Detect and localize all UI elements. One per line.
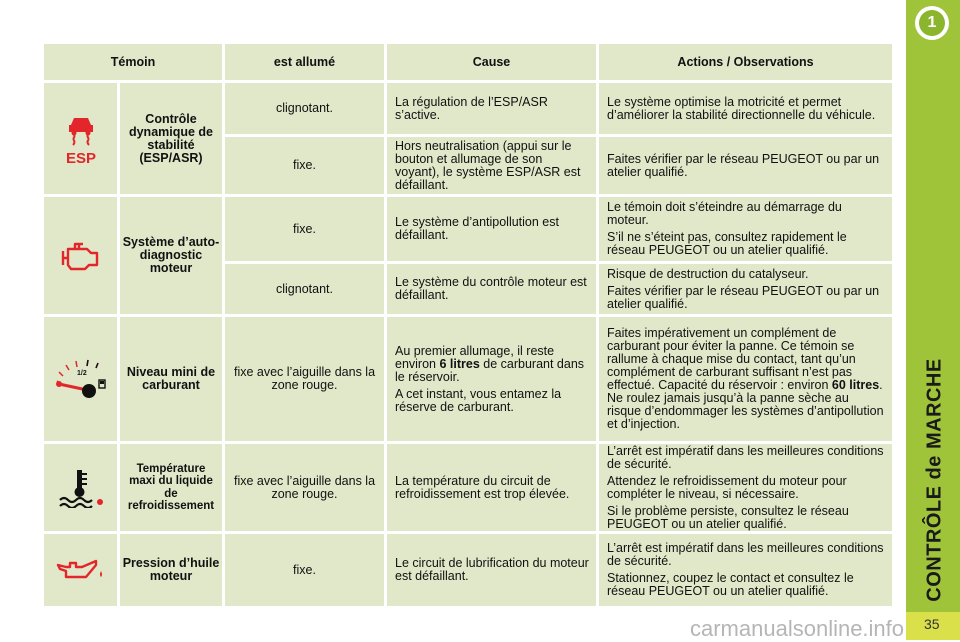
- esp-state-1: clignotant.: [225, 83, 384, 134]
- fuel-cause: [387, 317, 596, 441]
- temp-action-p3: Si le problème persiste, consultez le réseau PEUGEOT ou un atelier qualifié.: [607, 503, 849, 531]
- fuel-icon-cell: [44, 317, 117, 441]
- oil-cause-text: Le circuit de lubrification du moteur est défaillant.: [395, 556, 589, 583]
- engine-action-2-p1: Risque de destruction du catalyseur.: [607, 266, 809, 281]
- fuel-state: fixe avec l’aiguille dans la zone rouge.: [225, 317, 384, 441]
- temp-state: fixe avec l’aiguille dans la zone rouge.: [225, 444, 384, 531]
- fuel-action-text: [607, 327, 886, 431]
- esp-cause-2: [387, 137, 596, 194]
- engine-cause-2: [387, 264, 596, 314]
- engine-action-1: [599, 197, 892, 261]
- page-number: 35: [924, 616, 940, 632]
- engine-cause-1-text: Le système d’antipollution est défaillant.: [395, 215, 559, 242]
- esp-name: Contrôle dynamique de stabilité (ESP/ASR): [120, 83, 222, 194]
- esp-cause-2-text: Hors neutralisation (appui sur le bouton et allumage de son voyant), le système ESP/ASR est défaillant.: [395, 138, 581, 192]
- esp-state-2: fixe.: [225, 137, 384, 194]
- header-temoin: Témoin: [44, 44, 222, 80]
- coolant-temperature-icon: [56, 468, 106, 508]
- fuel-gauge-icon: [53, 354, 109, 404]
- engine-name: Système d’auto-diagnostic moteur: [120, 197, 222, 314]
- oil-state: fixe.: [225, 534, 384, 606]
- engine-action-1-p1: Le témoin doit s’éteindre au démarrage du moteur.: [607, 200, 842, 227]
- fuel-action: [599, 317, 892, 441]
- fuel-name: Niveau mini de carburant: [120, 317, 222, 441]
- fuel-cause-text-a: Au premier allumage, il reste environ: [395, 343, 555, 371]
- fuel-cause-liters: 6 litres: [439, 356, 480, 371]
- engine-action-1-p2: S’il ne s’éteint pas, consultez rapidement le réseau PEUGEOT ou un atelier qualifié.: [607, 230, 847, 257]
- esp-icon-text: ESP: [65, 149, 96, 167]
- oil-action: [599, 534, 892, 606]
- engine-action-2: [599, 264, 892, 314]
- engine-cause-1: [387, 197, 596, 261]
- engine-check-icon: [59, 239, 103, 273]
- engine-state-2: clignotant.: [225, 264, 384, 314]
- oil-cause: [387, 534, 596, 606]
- fuel-action-text-c: . Ne roulez jamais jusqu’à la panne sèche au risque d’endommager les systèmes d’antipollution et d’injection.: [607, 378, 884, 431]
- engine-cause-2-text: Le système du contrôle moteur est défaillant.: [395, 275, 587, 302]
- chapter-title: CONTRÔLE de MARCHE: [923, 358, 946, 602]
- esp-action-2: [599, 137, 892, 194]
- header-actions: Actions / Observations: [599, 44, 892, 80]
- esp-cause-1-text: La régulation de l’ESP/ASR s’active.: [395, 94, 548, 122]
- header-cause: Cause: [387, 44, 596, 80]
- esp-action-1-text: Le système optimise la motricité et permet d’améliorer la stabilité directionnelle du véhicule.: [607, 94, 876, 122]
- fuel-action-text-a: Faites impérativement un complément de carburant pour éviter la panne. Ce témoin se rallume à chaque mise du contact, tant qu’un complément de carburant suffisant n’est pas effectué. Capacité du réservoir : environ: [607, 326, 856, 392]
- engine-icon-cell: [44, 197, 117, 314]
- oil-action-p2: Stationnez, coupez le contact et consultez le réseau PEUGEOT ou un atelier qualifié.: [607, 571, 854, 598]
- esp-action-2-text: Faites vérifier par le réseau PEUGEOT ou par un atelier qualifié.: [607, 151, 880, 179]
- oil-action-p1: L’arrêt est impératif dans les meilleures conditions de sécurité.: [607, 541, 884, 568]
- fuel-cause-p1: [395, 345, 590, 384]
- fuel-cause-p2: A cet instant, vous entamez la réserve de carburant.: [395, 386, 562, 414]
- esp-car-skid-icon: [59, 111, 103, 167]
- engine-action-2-p2: Faites vérifier par le réseau PEUGEOT ou par un atelier qualifié.: [607, 283, 880, 311]
- esp-icon-cell: [44, 83, 117, 194]
- warning-lights-table: [44, 44, 892, 606]
- temp-name: Température maxi du liquide de refroidissement: [120, 444, 222, 531]
- fuel-cause-text-c: de carburant dans le réservoir.: [395, 356, 585, 384]
- engine-state-1: fixe.: [225, 197, 384, 261]
- temp-cause-text: La température du circuit de refroidissement est trop élevée.: [395, 473, 570, 501]
- chapter-badge: [915, 6, 949, 40]
- chapter-number: 1: [919, 10, 945, 36]
- oil-icon-cell: [44, 534, 117, 606]
- temp-action-p1: L’arrêt est impératif dans les meilleures conditions de sécurité.: [607, 443, 884, 471]
- temp-icon-cell: [44, 444, 117, 531]
- esp-action-1: [599, 83, 892, 134]
- oil-name: Pression d’huile moteur: [120, 534, 222, 606]
- oil-can-icon: [56, 555, 106, 585]
- temp-action: [599, 444, 892, 531]
- temp-action-p2: Attendez le refroidissement du moteur pour compléter le niveau, si nécessaire.: [607, 473, 847, 501]
- watermark: carmanualsonline.info: [690, 616, 905, 641]
- fuel-gauge-label: 1/2: [76, 370, 87, 377]
- temp-cause: [387, 444, 596, 531]
- fuel-action-capacity: 60 litres: [831, 378, 880, 392]
- header-est-allume: est allumé: [225, 44, 384, 80]
- esp-cause-1: [387, 83, 596, 134]
